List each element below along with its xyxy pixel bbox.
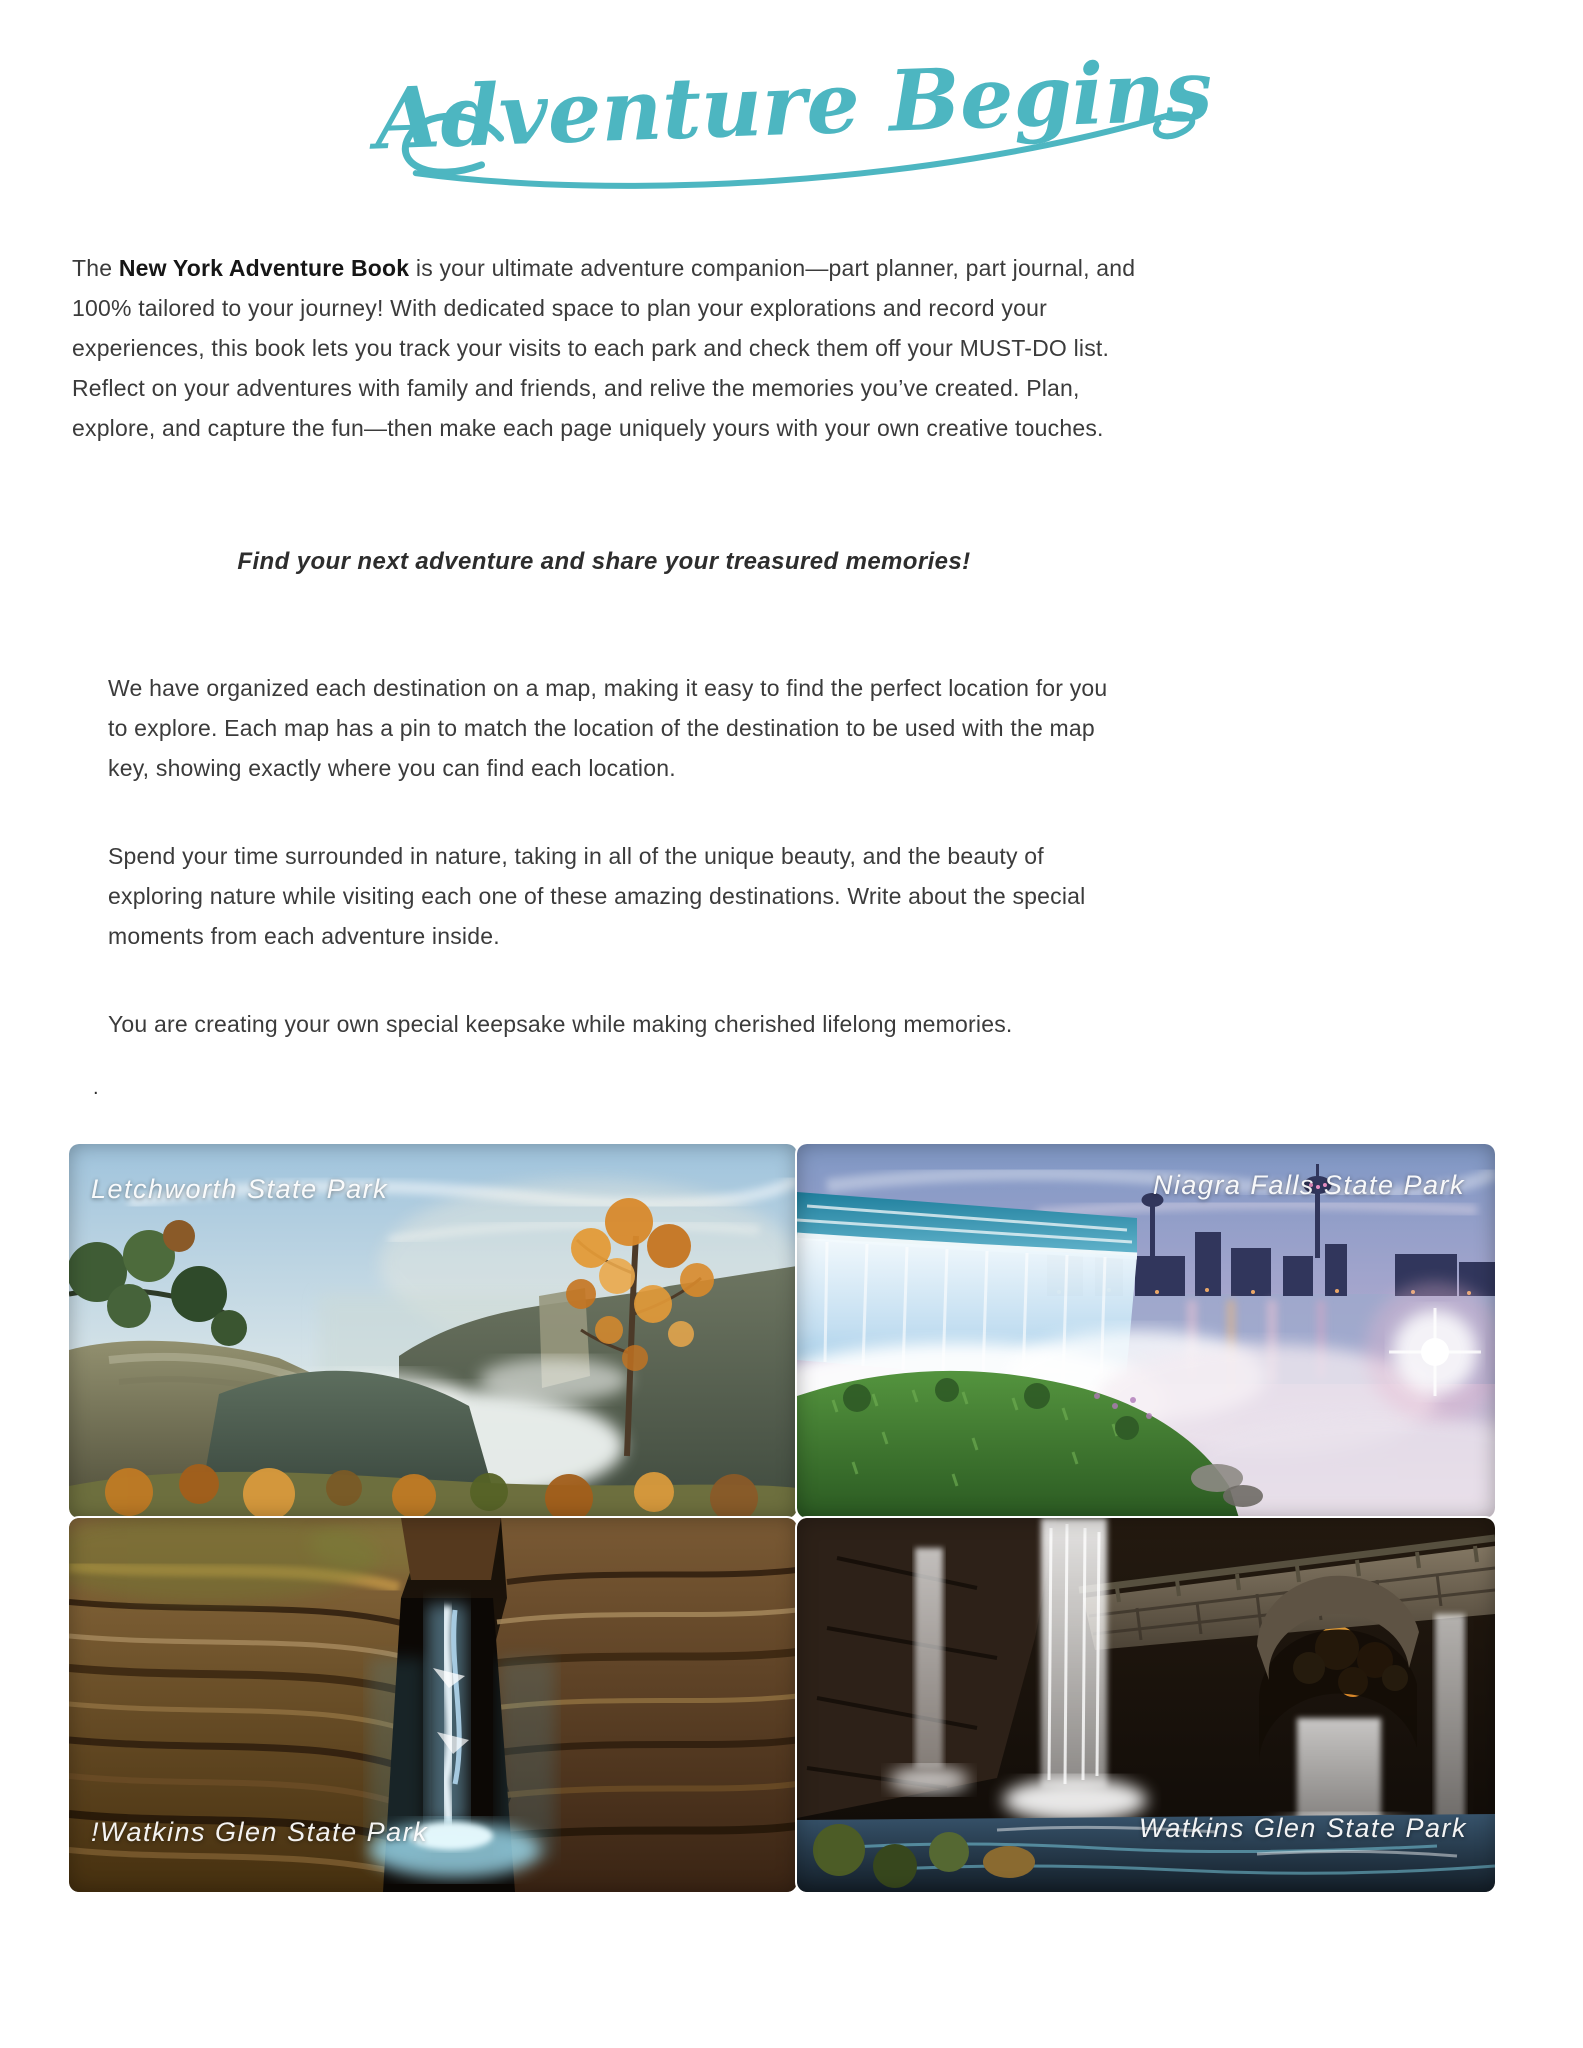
page-title-text: Adventure Begins [372,40,1214,169]
photo-label-niagara: Niagra Falls State Park [1152,1170,1465,1200]
book-title: New York Adventure Book [118,255,410,281]
paragraph-map-key: We have organized each destination on a map, making it easy to find the perfect location for you to explore. Each map has a pin to match the location of the destination to be used with the map key, showing exactly where you can find each location. [108,675,1108,781]
intro-prefix: The [72,255,119,281]
title-script-illustration [362,36,1222,192]
photo-label-watkins-bridge: Watkins Glen State Park [1138,1813,1467,1843]
tagline: Find your next adventure and share your treasured memories! [237,548,971,575]
paragraph-keepsake: You are creating your own special keepsake while making cherished lifelong memories. [108,1011,1013,1037]
photo-label-letchworth: Letchworth State Park [91,1174,389,1204]
photo-letchworth [69,1144,797,1518]
intro-rest: is your ultimate adventure companion—part planner, part journal, and 100% tailored to your journey! With dedicated space to plan your explorations and record your experiences, this book lets you track your visits to each park and check them off your MUST-DO list. Reflect on your adventures with family and friends, and relive the memories you’ve created. Plan, explore, and capture the fun—then make each page uniquely yours with your own creative touches. [72,255,1136,441]
photo-grid [69,1144,1495,1892]
intro-paragraph [72,248,1136,448]
page-title [0,36,1583,192]
photo-label-watkins-gorge: !Watkins Glen State Park [91,1817,429,1847]
stray-period: . [93,1077,99,1099]
photo-watkins-glen-bridge [797,1518,1495,1892]
photo-watkins-glen-gorge [69,1518,797,1892]
photo-niagara-falls [797,1144,1495,1518]
paragraph-nature: Spend your time surrounded in nature, taking in all of the unique beauty, and the beauty of exploring nature while visiting each one of these amazing destinations. Write about the special moments from each adventure inside. [108,843,1086,949]
